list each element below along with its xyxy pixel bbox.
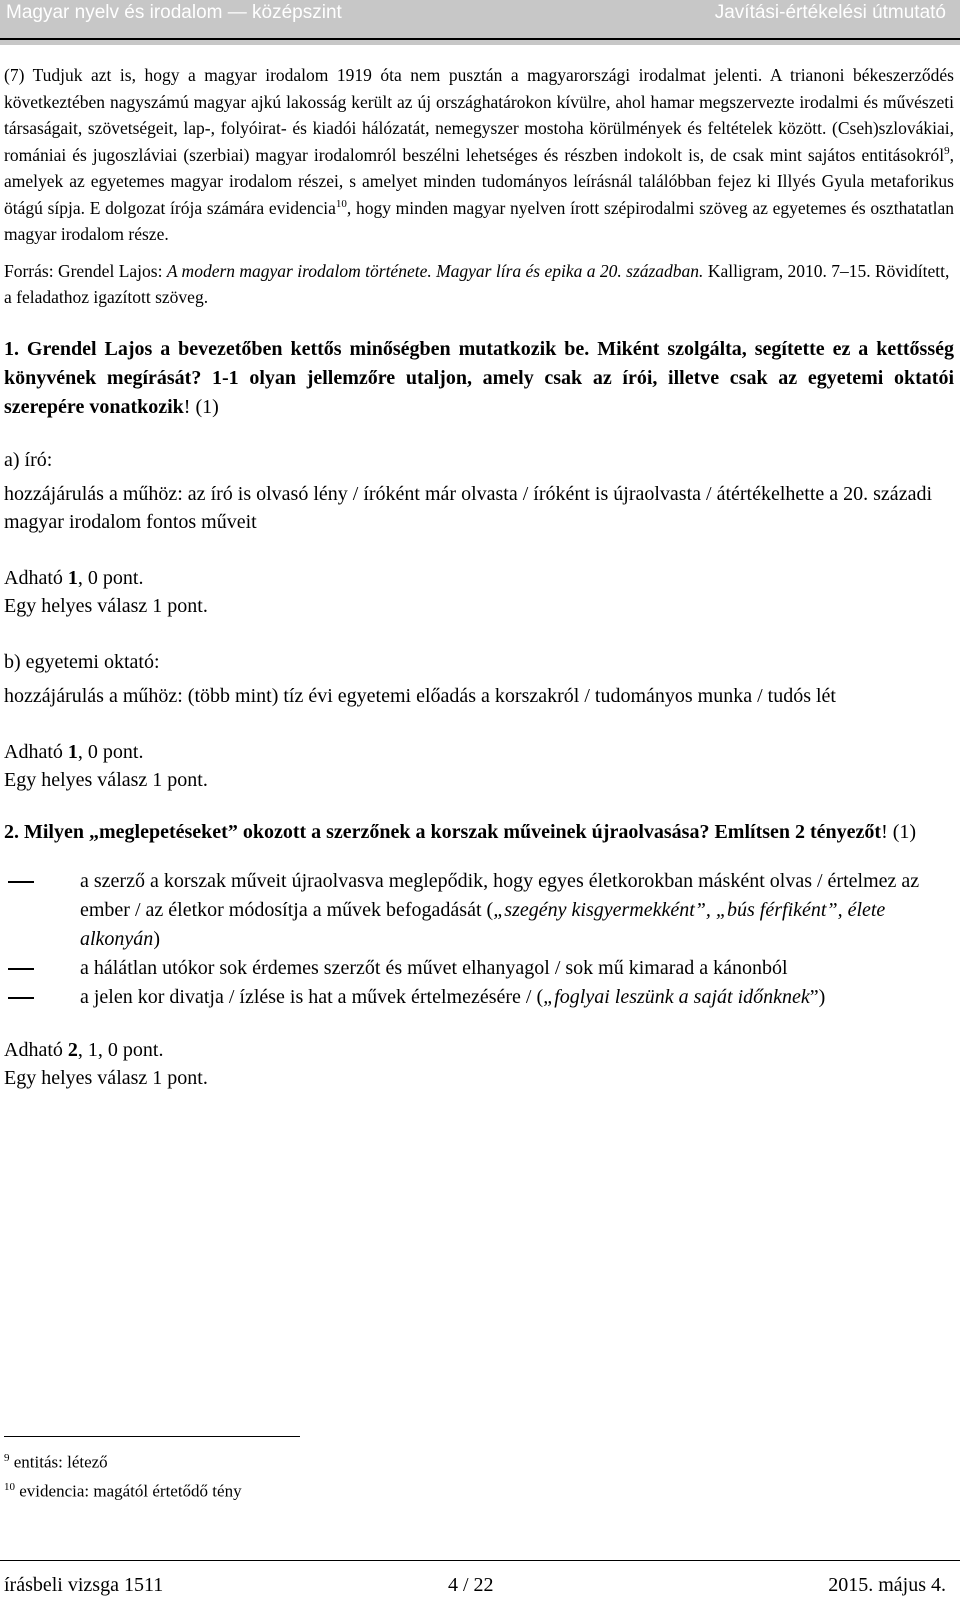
- score-value: 1: [67, 566, 78, 589]
- list-item-text: a jelen kor divatja / ízlése is hat a művek értelmezésére / (: [80, 985, 544, 1008]
- header-divider: [0, 38, 960, 40]
- footer-exam-code: írásbeli vizsga 1511: [4, 1574, 164, 1596]
- footnote-ref-10: 10: [335, 197, 347, 210]
- question-2-rule: Egy helyes válasz 1 pont.: [4, 1066, 208, 1089]
- header-subject: Magyar nyelv és irodalom — középszint: [6, 2, 342, 23]
- answer-a-label: a) író:: [4, 448, 53, 471]
- list-item: [4, 954, 954, 983]
- score-prefix: Adható: [4, 740, 68, 763]
- list-item: [4, 983, 954, 1012]
- citation-suffix: Kalligram, 2010. 7–15. Rövidített, a feladathoz igazított szöveg.: [4, 260, 950, 307]
- footnote-9: [4, 1446, 242, 1475]
- list-item-text: a szerző a korszak műveit újraolvasva meglepődik, hogy egyes életkorokban másként olvas / értelmez az ember / az életkor módosítja a művek befogadását (: [80, 869, 920, 921]
- score-prefix: Adható: [4, 566, 68, 589]
- header-guide-title: Javítási-értékelési útmutató: [714, 2, 946, 23]
- answer-b-rule: Egy helyes válasz 1 pont.: [4, 768, 208, 791]
- score-value: 2: [67, 1038, 78, 1061]
- answer-b-score: [4, 738, 954, 766]
- question-2-points: ! (1): [881, 820, 917, 843]
- main-content: [4, 62, 954, 1092]
- score-prefix: Adható: [4, 1038, 68, 1061]
- passage-text-2: , amelyek az egyetemes magyar irodalom részei, s amelyet minden tudományos leírásnál találóbban fejez ki Illyés Gyula metaforikus ötágú sípja. E dolgozat írója számára evidencia: [4, 144, 954, 218]
- passage-text-1: (7) Tudjuk azt is, hogy a magyar irodalom 1919 óta nem pusztán a magyarországi irodalmat jelenti. A trianoni békeszerződés következtében nagyszámú magyar ajkú lakosság került az új országhatárokon kívülre, ahol hamar megszervezte irodalmi és művészeti társaságait, szövetségeit, lap-, folyóirat- és kiadói hálózatát, nemegyszer mostoha körülmények és feltételek között. (Cseh)szlovákiai, romániai és jugoszláviai (szerbiai) magyar irodalomról beszélni lehetséges és részben indokolt is, de csak mint sajátos entitásokról: [4, 65, 954, 165]
- footnotes: [4, 1446, 242, 1503]
- question-1-points: ! (1): [183, 395, 219, 418]
- score-suffix: , 0 pont.: [77, 740, 144, 763]
- citation-prefix: Forrás: Grendel Lajos:: [4, 260, 167, 281]
- answer-list: [4, 867, 954, 1012]
- list-item-close: ”): [809, 985, 826, 1008]
- score-suffix: , 0 pont.: [77, 566, 144, 589]
- answer-a-score: [4, 564, 954, 592]
- source-citation: [4, 258, 954, 311]
- question-1: [4, 335, 954, 422]
- answer-a-text: hozzájárulás a műhöz: az író is olvasó lény / íróként már olvasta / íróként is újraolvasta / átértékelhette a 20. századi magyar irodalom fontos műveit: [4, 482, 932, 533]
- question-2: [4, 818, 954, 847]
- passage-text-3: , hogy minden magyar nyelven írott szépirodalmi szöveg az egyetemes és oszthatatlan magyar irodalom része.: [4, 197, 955, 244]
- list-item-quote: „szegény kisgyermekként”, „bús férfiként”, élete alkonyán: [80, 898, 886, 950]
- answer-b-text: hozzájárulás a műhöz: (több mint) tíz évi egyetemi előadás a korszakról / tudományos munka / tudós lét: [4, 684, 836, 707]
- footer-divider: [0, 1560, 960, 1561]
- question-2-text: 2. Milyen „meglepetéseket” okozott a szerzőnek a korszak műveinek újraolvasása? Említsen 2 tényezőt: [4, 820, 882, 843]
- score-value: 1: [67, 740, 78, 763]
- question-1-text: 1. Grendel Lajos a bevezetőben kettős minőségben mutatkozik be. Miként szolgálta, segítette ez a kettősség könyvének megírását? 1-1 olyan jellemzőre utaljon, amely csak az írói, illetve csak az egyetemi oktatói szerepére vonatkozik: [4, 337, 954, 418]
- footnote-text: entitás: létező: [9, 1452, 108, 1472]
- citation-book-title: A modern magyar irodalom története. Magyar líra és epika a 20. században.: [166, 260, 704, 281]
- page-number: 4 / 22: [448, 1574, 494, 1596]
- footer-date: 2015. május 4.: [828, 1574, 946, 1596]
- list-item-close: ): [153, 927, 160, 950]
- list-item-text: a hálátlan utókor sok érdemes szerzőt és művet elhanyagol / sok mű kimarad a kánonból: [80, 956, 788, 979]
- answer-b-label: b) egyetemi oktató:: [4, 650, 160, 673]
- footnote-10: [4, 1475, 242, 1504]
- list-item: [4, 867, 954, 954]
- source-passage: [4, 62, 954, 248]
- footnote-number: 9: [4, 1452, 10, 1464]
- footnote-divider: [4, 1436, 300, 1437]
- list-item-quote: „foglyai leszünk a saját időnknek: [543, 985, 810, 1008]
- footnote-number: 10: [4, 1480, 15, 1493]
- question-2-score: [4, 1036, 954, 1064]
- score-suffix: , 1, 0 pont.: [77, 1038, 164, 1061]
- footnote-text: evidencia: magától értetődő tény: [15, 1481, 242, 1501]
- answer-a-rule: Egy helyes válasz 1 pont.: [4, 594, 208, 617]
- footnote-ref-9: 9: [944, 144, 950, 157]
